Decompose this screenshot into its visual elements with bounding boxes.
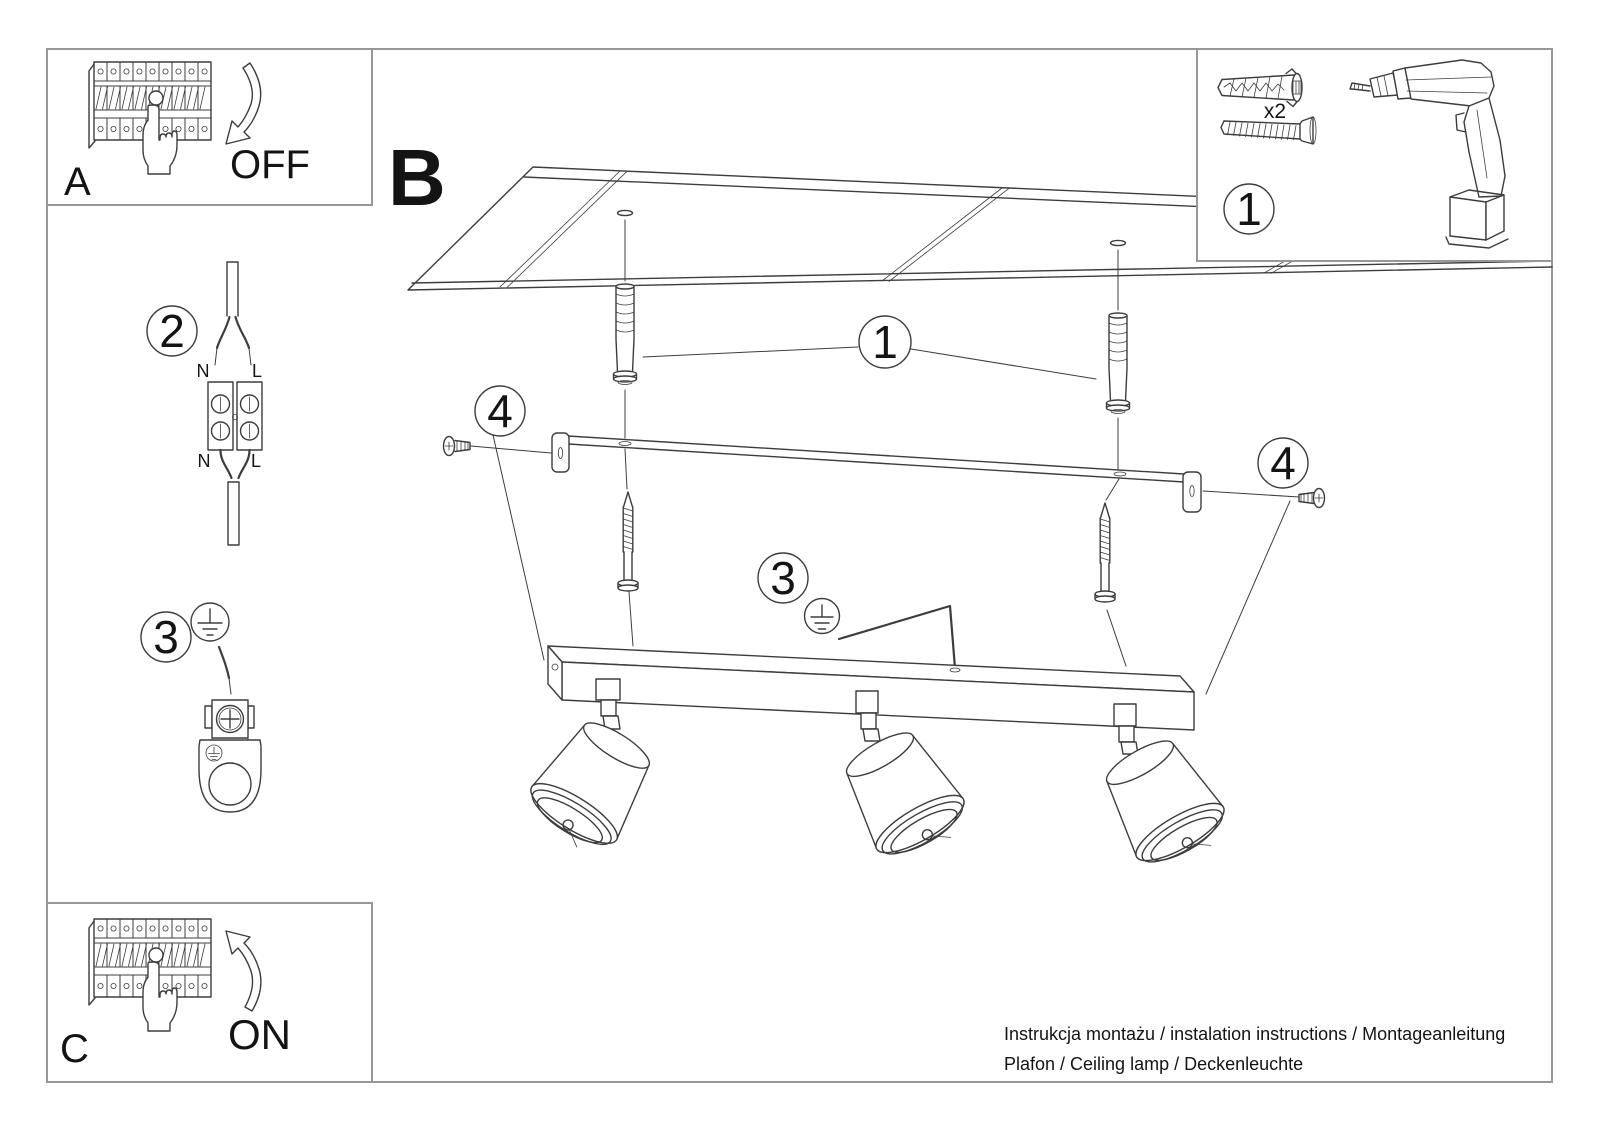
anchor-quantity-label: x2 bbox=[1263, 100, 1287, 123]
wiring-step bbox=[147, 262, 262, 545]
wiring-step-number: 2 bbox=[159, 305, 185, 357]
leader-line bbox=[1203, 491, 1299, 694]
panel-label-c: C bbox=[60, 1027, 89, 1071]
leader-line bbox=[471, 435, 551, 660]
screw-small-left bbox=[444, 437, 471, 456]
step-callout-ground bbox=[758, 552, 840, 634]
terminal-label-n-bottom: N bbox=[197, 451, 211, 471]
grounding-step bbox=[141, 603, 261, 812]
ground-wire bbox=[839, 606, 955, 668]
terminal-label-n-top: N bbox=[196, 361, 210, 381]
ground-symbol-icon bbox=[191, 603, 229, 641]
mounting-bracket bbox=[552, 433, 1201, 512]
terminal-label-l-bottom: L bbox=[250, 451, 262, 471]
section-label-b: B bbox=[388, 133, 446, 222]
supply-cable bbox=[215, 262, 251, 365]
wall-plug-right bbox=[1107, 313, 1130, 414]
panel-power-off bbox=[47, 49, 372, 205]
grounding-step-number: 3 bbox=[153, 611, 179, 663]
screw-small-right bbox=[1299, 489, 1325, 508]
ground-bracket bbox=[199, 738, 261, 812]
step-number-screw-right: 4 bbox=[1270, 437, 1296, 489]
screw-long-right bbox=[1095, 503, 1115, 602]
footer bbox=[1004, 1024, 1505, 1074]
assembly-axis-lines bbox=[625, 220, 1126, 666]
ceiling-hole-left bbox=[618, 210, 633, 215]
step-callout-anchor bbox=[643, 316, 1096, 379]
panel-power-on bbox=[47, 903, 372, 1082]
ground-clamp bbox=[205, 700, 254, 738]
step-number-screw-left: 4 bbox=[487, 385, 513, 437]
ceiling-hole-right bbox=[1111, 240, 1126, 245]
terminal-label-l-top: L bbox=[251, 361, 263, 381]
footer-line-1: Instrukcja montażu / instalation instructions / Montageanleitung bbox=[1004, 1024, 1506, 1044]
terminal-block bbox=[208, 382, 262, 450]
tools-step-number: 1 bbox=[1236, 183, 1262, 235]
step-number-ground: 3 bbox=[770, 552, 796, 604]
spotlight-right bbox=[1091, 704, 1237, 880]
step-callout-screw-left bbox=[444, 385, 552, 660]
footer-line-2: Plafon / Ceiling lamp / Deckenleuchte bbox=[1004, 1054, 1304, 1074]
lamp-cable bbox=[221, 450, 250, 545]
step-number-anchor: 1 bbox=[872, 316, 898, 368]
power-on-label: ON bbox=[228, 1011, 291, 1058]
wall-plug-left bbox=[614, 284, 637, 385]
spotlight-left bbox=[517, 679, 665, 863]
ground-wire bbox=[219, 647, 229, 678]
power-off-label: OFF bbox=[230, 143, 310, 187]
ground-symbol-icon bbox=[805, 599, 840, 634]
screw-long-left bbox=[618, 492, 638, 591]
step-callout-screw-right bbox=[1203, 437, 1325, 694]
panel-tools bbox=[1197, 49, 1552, 261]
panel-label-a: A bbox=[64, 160, 91, 204]
